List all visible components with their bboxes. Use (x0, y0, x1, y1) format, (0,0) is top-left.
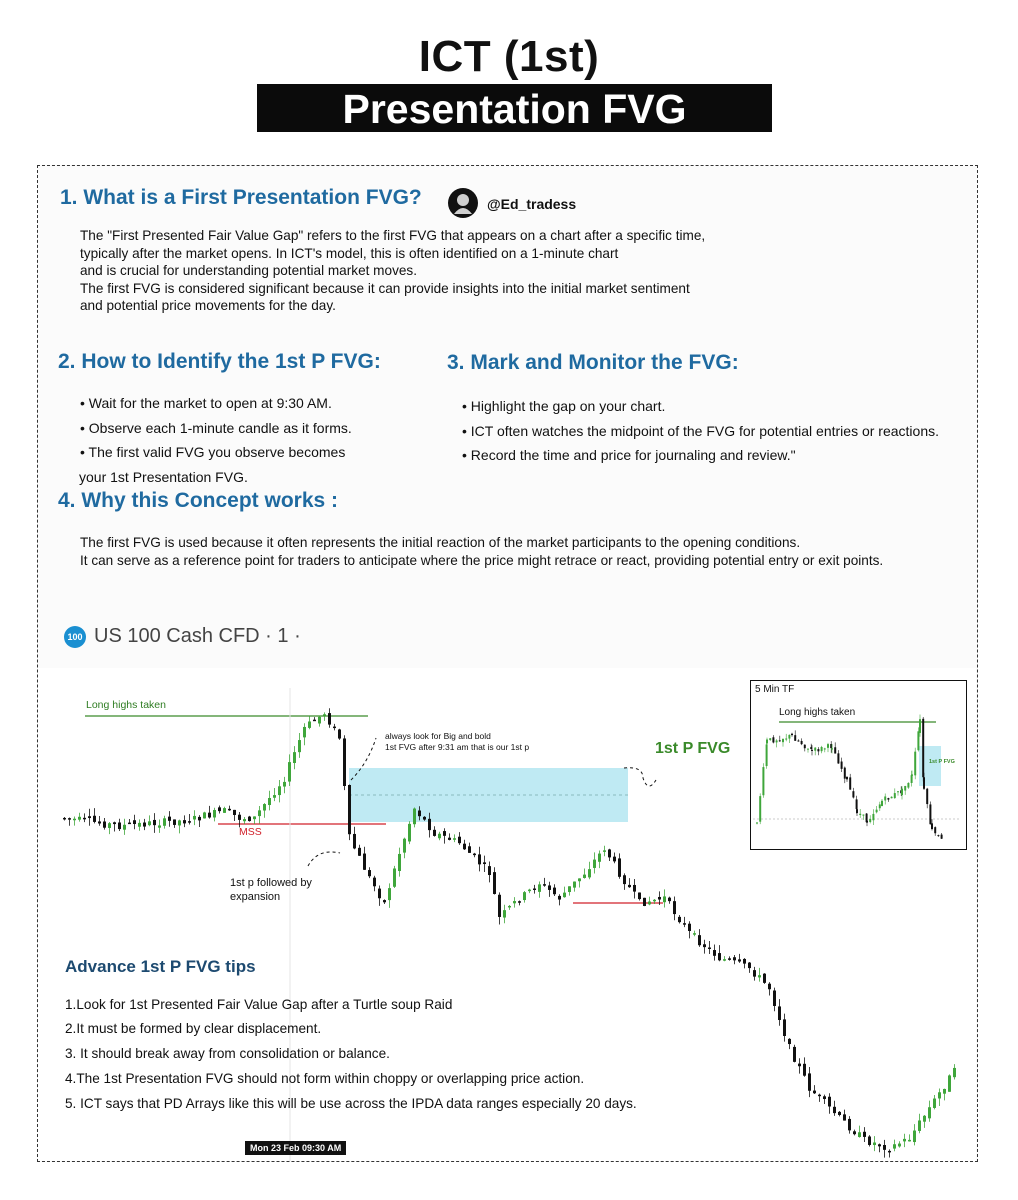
list-item: • The first valid FVG you observe becomes (80, 444, 346, 460)
inset-candle-body (914, 752, 916, 776)
list-item: • Record the time and price for journaling and review." (462, 447, 796, 463)
candle-body (713, 950, 716, 956)
candle-body (463, 844, 466, 850)
candle-body (383, 900, 386, 902)
candle-body (258, 810, 261, 816)
section3-list (462, 394, 939, 468)
candle-body (188, 821, 191, 823)
candle-body (98, 821, 101, 823)
section4-line: The first FVG is used because it often represents the initial reaction of the market participants to the opening conditions. (80, 535, 801, 550)
inset-candle-body (791, 734, 793, 735)
inset-candle-body (841, 762, 843, 769)
section2-list (80, 391, 352, 489)
candle-body (833, 1107, 836, 1113)
candle-body (933, 1099, 936, 1108)
candle-body (238, 815, 241, 820)
candle-body (923, 1116, 926, 1122)
candle-body (493, 872, 496, 894)
candle-body (353, 834, 356, 848)
candle-body (178, 820, 181, 825)
candle-body (483, 862, 486, 864)
section1-body (80, 227, 705, 315)
candle-body (133, 820, 136, 824)
inset-candle-body (766, 744, 768, 766)
inset-candle-body (884, 796, 886, 800)
candle-body (378, 889, 381, 899)
long-highs-label: Long highs taken (86, 699, 166, 711)
inset-candle-body (852, 791, 854, 797)
candle-body (763, 974, 766, 983)
candle-body (158, 825, 161, 827)
section1-line: The "First Presented Fair Value Gap" refers to the first FVG that appears on a chart after a specific time, (80, 228, 706, 243)
candle-body (873, 1143, 876, 1146)
candle-body (263, 804, 266, 810)
inset-candle-body (872, 814, 874, 820)
candle-body (478, 854, 481, 864)
candle-body (288, 762, 291, 781)
section1-line: typically after the market opens. In ICT's model, this is often identified on a 1-minute chart (80, 245, 619, 261)
candle-body (268, 798, 271, 805)
candle-body (768, 984, 771, 990)
candle-body (318, 717, 321, 724)
candle-body (583, 875, 586, 878)
candle-body (323, 714, 326, 716)
candle-body (593, 860, 596, 868)
inset-candle-body (901, 789, 903, 795)
inset-candle-body (811, 750, 813, 751)
candle-body (563, 893, 566, 898)
candle-body (698, 935, 701, 945)
candle-body (103, 822, 106, 828)
tip-item: 2.It must be formed by clear displacement. (65, 1021, 322, 1036)
list-item: • Observe each 1-minute candle as it forms. (80, 419, 352, 436)
candle-body (783, 1019, 786, 1036)
inset-candle-body (904, 786, 906, 791)
candle-body (333, 727, 336, 729)
candle-body (863, 1132, 866, 1137)
candle-body (953, 1068, 956, 1077)
inset-candle-body (894, 793, 896, 798)
inset-candle-body (917, 731, 919, 750)
candle-body (548, 885, 551, 889)
candle-body (143, 823, 146, 827)
candle-body (693, 933, 696, 935)
candle-body (918, 1120, 921, 1130)
candle-body (468, 846, 471, 853)
candle-body (743, 959, 746, 964)
candle-body (618, 858, 621, 876)
inset-candle-body (891, 797, 893, 798)
candle-body (778, 1006, 781, 1020)
inset-fvg-label: 1st P FVG (929, 759, 955, 765)
inset-candle-body (922, 719, 924, 777)
section1-line: and potential price movements for the day. (80, 298, 336, 313)
candle-body (883, 1145, 886, 1150)
inset-candle-body (856, 799, 858, 809)
candle-body (498, 895, 501, 917)
candle-body (908, 1140, 911, 1142)
inset-candle-body (869, 819, 871, 822)
inset-candle-body (846, 777, 848, 779)
candle-body (358, 848, 361, 856)
inset-candle-body (887, 798, 889, 800)
candle-body (148, 821, 151, 825)
inset-long-highs-label: Long highs taken (779, 707, 856, 718)
candle-body (893, 1144, 896, 1148)
time-axis-label: Mon 23 Feb 09:30 AM (245, 1141, 346, 1155)
candle-body (818, 1095, 821, 1097)
inset-candle-body (776, 740, 778, 742)
section4-body (80, 534, 883, 570)
inset-candle-body (788, 735, 790, 739)
inset-candle-body (929, 804, 931, 824)
mss-label: MSS (239, 826, 262, 838)
tip-item: 1.Look for 1st Presented Fair Value Gap after a Turtle soup Raid (65, 997, 453, 1012)
candle-body (643, 898, 646, 906)
tips-title: Advance 1st P FVG tips (65, 957, 256, 976)
inset-candle-body (844, 768, 846, 779)
candle-body (508, 906, 511, 908)
candle-body (293, 752, 296, 763)
candle-body (653, 900, 656, 902)
candle-body (853, 1131, 856, 1134)
inset-candle-body (876, 810, 878, 813)
section1-heading: 1. What is a First Presentation FVG? (60, 186, 422, 209)
candle-body (813, 1091, 816, 1094)
inset-candle-body (849, 777, 851, 789)
candle-body (423, 817, 426, 820)
candle-body (433, 830, 436, 836)
candle-body (728, 958, 731, 960)
candle-body (633, 885, 636, 892)
candle-body (838, 1112, 841, 1115)
section2-heading: 2. How to Identify the 1st P FVG: (58, 350, 381, 373)
candle-body (878, 1144, 881, 1146)
page-title: ICT (1st) (418, 32, 600, 81)
inset-candle-body (911, 774, 913, 775)
candle-body (88, 816, 91, 818)
inset-candle-body (831, 748, 833, 749)
candle-body (348, 785, 351, 834)
candle-body (123, 825, 126, 830)
candle-body (573, 882, 576, 888)
candle-body (678, 917, 681, 922)
candle-body (393, 868, 396, 886)
candle-body (588, 869, 591, 877)
inset-candle-body (797, 740, 799, 741)
inset-candle-body (821, 747, 823, 751)
inset-candle-body (804, 745, 806, 749)
candle-body (173, 819, 176, 824)
inset-candle-body (941, 835, 943, 839)
candle-body (73, 819, 76, 821)
inset-candle-body (756, 823, 758, 824)
candle-body (198, 817, 201, 820)
candle-body (578, 878, 581, 881)
candle-body (458, 837, 461, 843)
candle-body (278, 786, 281, 795)
candle-body (513, 901, 516, 903)
candle-body (703, 944, 706, 947)
candle-body (403, 839, 406, 853)
author-handle: @Ed_tradess (487, 196, 577, 212)
candle-body (193, 816, 196, 820)
candle-body (218, 807, 221, 811)
candle-body (413, 809, 416, 825)
inset-candle-body (824, 748, 826, 749)
inset-candle-body (766, 739, 768, 743)
candle-body (308, 721, 311, 727)
candle-body (943, 1089, 946, 1094)
candle-body (398, 854, 401, 871)
candle-body (623, 875, 626, 884)
candle-body (558, 896, 561, 900)
inset-candle-body (919, 719, 921, 733)
candle-body (78, 817, 81, 820)
candle-body (328, 713, 331, 725)
inset-candle-body (862, 815, 864, 816)
inset-candle-body (923, 777, 925, 789)
candle-body (903, 1139, 906, 1142)
inset-candle-body (759, 796, 761, 822)
inset-candle-body (907, 783, 909, 788)
inset-candle-body (926, 789, 928, 804)
candle-body (208, 813, 211, 818)
inset-candle-body (762, 767, 764, 795)
candle-body (93, 816, 96, 822)
section3-heading: 3. Mark and Monitor the FVG: (447, 351, 739, 374)
candle-body (843, 1114, 846, 1120)
candle-body (523, 892, 526, 900)
candle-body (428, 819, 431, 830)
candle-body (163, 818, 166, 825)
candle-body (118, 823, 121, 830)
candle-body (603, 850, 606, 852)
inset-candle-body (866, 821, 868, 823)
instrument-icon: 100 (64, 626, 86, 648)
candle-body (808, 1073, 811, 1090)
candle-body (613, 857, 616, 862)
candle-body (938, 1092, 941, 1098)
candle-body (168, 817, 171, 821)
candle-body (453, 838, 456, 840)
candle-body (568, 886, 571, 892)
inset-candle-body (897, 791, 899, 792)
candle-body (708, 947, 711, 949)
candle-body (868, 1136, 871, 1144)
list-item-continuation: your 1st Presentation FVG. (79, 468, 248, 485)
candle-body (83, 818, 86, 820)
candle-body (608, 849, 611, 857)
inset-candle-body (934, 827, 936, 833)
candle-body (503, 910, 506, 917)
fvg-label: 1st P FVG (655, 740, 731, 757)
candle-body (343, 738, 346, 786)
candle-body (638, 893, 641, 900)
inset-candle-body (772, 737, 774, 742)
section1-line: The first FVG is considered significant because it can provide insights into the initial market sentiment (80, 280, 690, 296)
candle-body (438, 834, 441, 838)
candle-body (388, 888, 391, 900)
candle-body (823, 1096, 826, 1099)
section4-heading: 4. Why this Concept works : (58, 489, 339, 512)
candle-body (113, 822, 116, 824)
candle-body (298, 740, 301, 752)
inset-candle-body (837, 753, 839, 763)
candle-body (673, 901, 676, 914)
candle-body (658, 897, 661, 900)
candle-body (648, 902, 651, 905)
candle-body (108, 823, 111, 828)
list-item: • ICT often watches the midpoint of the FVG for potential entries or reactions. (462, 422, 939, 439)
fvg-note-line: always look for Big and bold (385, 731, 491, 741)
inset-chart (750, 680, 967, 850)
inset-candle-body (827, 744, 829, 748)
inset-candle-body (782, 739, 784, 742)
list-item: • Wait for the market to open at 9:30 AM. (80, 395, 332, 411)
candle-body (773, 991, 776, 1006)
candle-body (153, 820, 156, 825)
section4-line: It can serve as a reference point for traders to anticipate where the price might retrace or react, providing potential entry or exit points. (80, 553, 884, 568)
list-item: • Highlight the gap on your chart. (462, 398, 666, 414)
tip-item: 3. It should break away from consolidation or balance. (65, 1046, 390, 1061)
candle-body (718, 953, 721, 960)
inset-candle-body (859, 814, 861, 815)
candle-body (303, 727, 306, 737)
candle-body (373, 878, 376, 887)
candle-body (848, 1119, 851, 1130)
candle-body (668, 898, 671, 901)
inset-candle-body (879, 804, 881, 808)
inset-candle-body (817, 749, 819, 751)
inset-candle-body (856, 809, 858, 813)
candle-body (858, 1132, 861, 1137)
candle-body (368, 870, 371, 876)
candle-body (443, 831, 446, 836)
candle-body (913, 1131, 916, 1142)
expansion-connector (308, 852, 340, 866)
candle-body (628, 885, 631, 887)
candle-body (313, 720, 316, 722)
expansion-note-line: expansion (230, 891, 281, 903)
candle-body (898, 1144, 901, 1147)
candle-body (928, 1107, 931, 1118)
candle-body (253, 816, 256, 819)
candle-body (543, 884, 546, 886)
fvg-note (385, 731, 529, 753)
avatar-icon (448, 188, 478, 218)
section1-line: and is crucial for understanding potential market moves. (80, 263, 417, 278)
expansion-note-line: 1st p followed by (230, 877, 312, 889)
candle-body (473, 854, 476, 856)
candle-body (528, 890, 531, 892)
candle-body (538, 884, 541, 892)
inset-candle-body (937, 835, 939, 836)
candle-body (663, 896, 666, 902)
instrument-title[interactable]: US 100 Cash CFD · 1 · (94, 625, 301, 647)
inset-title: 5 Min TF (755, 684, 795, 695)
inset-candle-body (785, 738, 787, 739)
candle-body (683, 923, 686, 925)
candle-body (228, 809, 231, 811)
inset-candle-body (801, 741, 803, 744)
candle-body (63, 818, 66, 820)
candle-body (733, 957, 736, 960)
candle-body (803, 1064, 806, 1076)
candle-body (798, 1064, 801, 1067)
candle-body (408, 824, 411, 842)
candle-body (183, 820, 186, 823)
fvg-note-line: 1st FVG after 9:31 am that is our 1st p (385, 742, 530, 752)
candle-body (723, 959, 726, 961)
candle-body (488, 866, 491, 875)
inset-candle-body (794, 735, 796, 741)
inset-candle-body (779, 740, 781, 741)
candle-body (418, 810, 421, 816)
inset-candle-body (881, 801, 883, 806)
candle-body (788, 1039, 791, 1044)
candle-body (138, 823, 141, 827)
inset-candle-body (834, 747, 836, 753)
candle-body (248, 817, 251, 821)
candle-body (758, 975, 761, 977)
candle-body (448, 838, 451, 840)
candle-body (363, 854, 366, 870)
candle-body (68, 818, 71, 820)
author-avatar (448, 188, 478, 218)
page-subtitle: Presentation FVG (342, 86, 687, 132)
candle-body (243, 819, 246, 821)
candle-body (518, 901, 521, 903)
candle-body (793, 1047, 796, 1062)
candle-body (338, 729, 341, 738)
candle-body (948, 1075, 951, 1091)
inset-candle-body (814, 748, 816, 751)
tip-item: 4.The 1st Presentation FVG should not form within choppy or overlapping price action. (65, 1071, 585, 1086)
candle-body (283, 782, 286, 787)
candle-body (738, 959, 741, 961)
tip-item: 5. ICT says that PD Arrays like this will be use across the IPDA data ranges especially 20 days. (65, 1096, 637, 1111)
expansion-note (230, 876, 312, 904)
candle-body (233, 810, 236, 815)
inset-candle-body (807, 749, 809, 750)
candle-body (753, 970, 756, 977)
candle-body (553, 888, 556, 895)
fvg-label-connector (624, 768, 656, 786)
candle-body (273, 795, 276, 798)
candle-body (888, 1151, 891, 1153)
candle-body (223, 808, 226, 813)
candle-body (748, 963, 751, 968)
candle-body (128, 823, 131, 825)
candle-body (688, 924, 691, 931)
candle-body (533, 888, 536, 890)
candle-body (203, 812, 206, 818)
candle-body (598, 854, 601, 862)
inset-candle-body (931, 823, 933, 829)
candle-body (828, 1097, 831, 1107)
candle-body (213, 810, 216, 817)
inset-candle-body (769, 738, 771, 740)
